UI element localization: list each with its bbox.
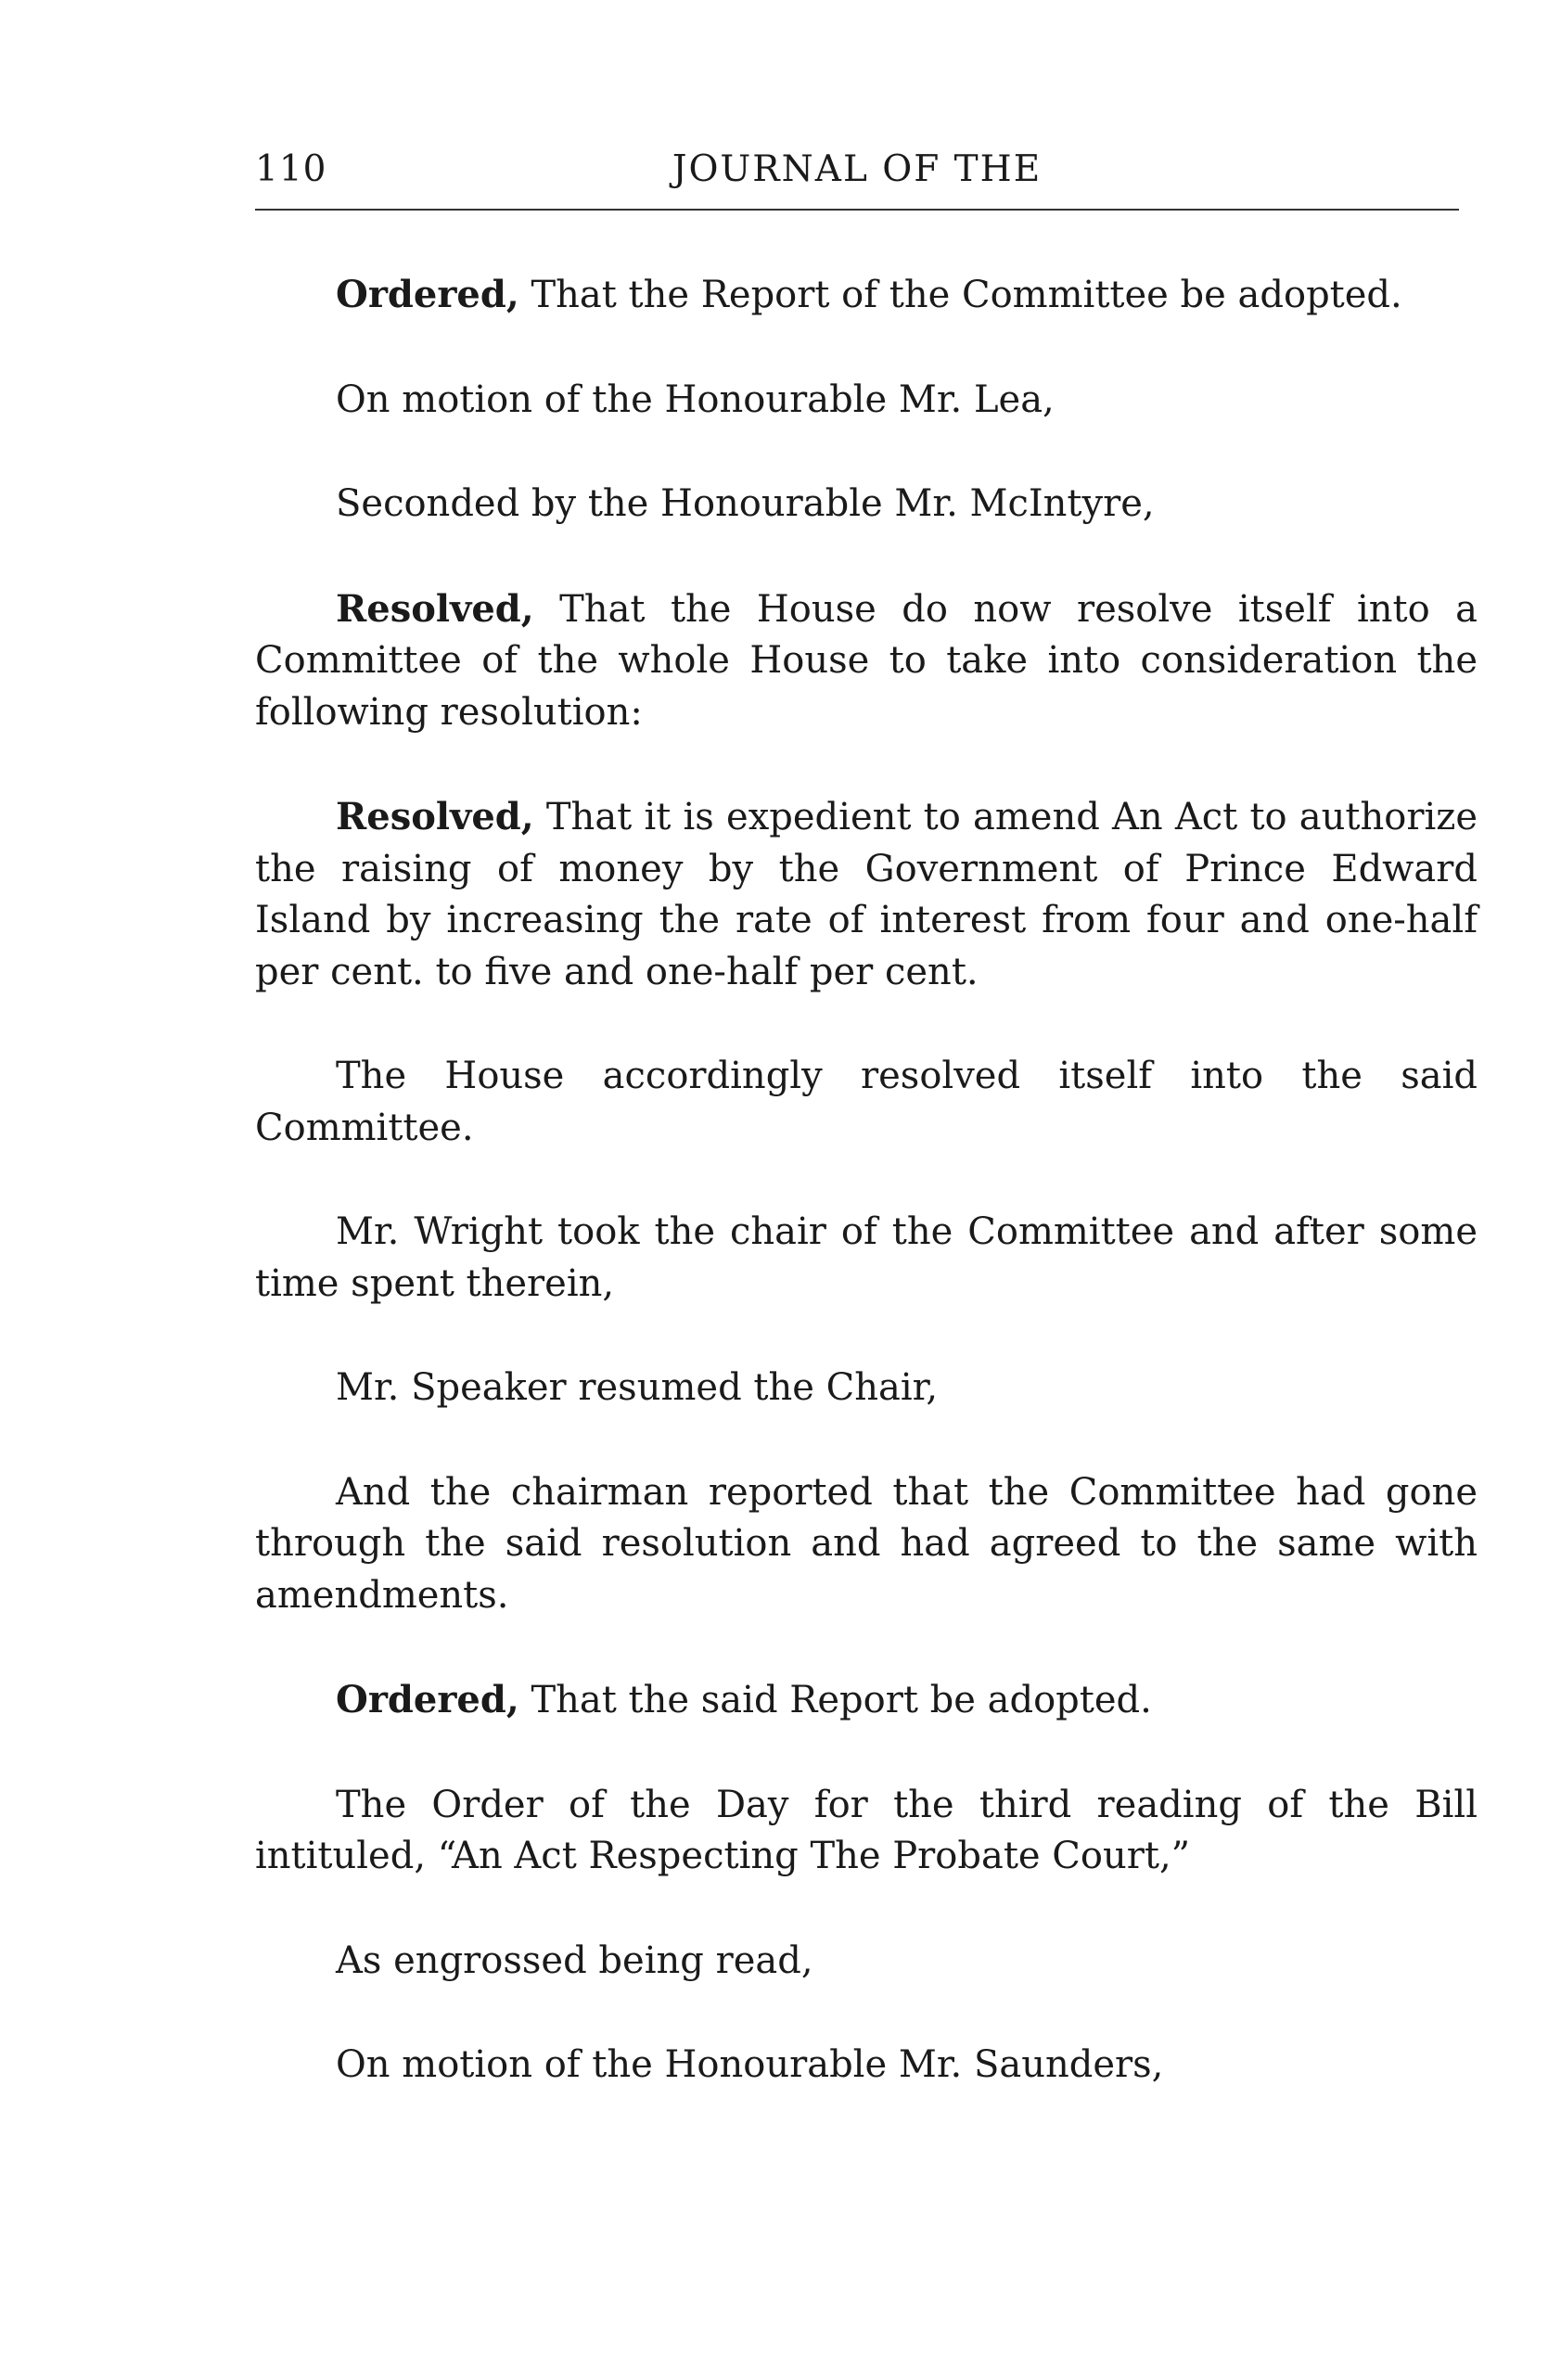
paragraph-text: That it is expedient to amend An Act to authorize the raising of money by the Government of Prince Edward Island by increasing the rate of interest from four and one-half per cent. to five and one-half per cent. <box>255 796 1478 993</box>
running-head: JOURNAL OF THE <box>672 148 1043 190</box>
paragraph-text: That the House do now resolve itself into a Committee of the whole House to take into consideration the following resolution: <box>255 587 1478 734</box>
paragraph-motion-lea <box>255 375 1478 427</box>
paragraph-house-resolved <box>255 1051 1478 1154</box>
paragraph-ordered-said-report <box>255 1674 1478 1727</box>
paragraph-text: Mr. Speaker resumed the Chair, <box>336 1366 939 1409</box>
paragraph-chairman-reported <box>255 1467 1478 1622</box>
paragraph-wright-chair <box>255 1207 1478 1310</box>
paragraph-text: And the chairman reported that the Committee had gone through the said resolution and had agreed to the same with amendments. <box>255 1470 1478 1617</box>
paragraph-order-of-day <box>255 1780 1478 1883</box>
paragraph-speaker-resumed <box>255 1363 1478 1414</box>
page-header <box>255 148 1459 204</box>
paragraph-text: The House accordingly resolved itself into the said Committee. <box>255 1055 1478 1149</box>
paragraph-seconded-mcintyre <box>255 479 1478 531</box>
paragraph-text: The Order of the Day for the third reading of the Bill intituled, “An Act Respecting The Probate Court,” <box>255 1783 1478 1877</box>
paragraph-text: Seconded by the Honourable Mr. McIntyre, <box>336 482 1155 525</box>
paragraph-lead: Resolved, <box>336 795 534 838</box>
paragraph-lead: Ordered, <box>336 1678 519 1721</box>
paragraph-lead: Resolved, <box>336 586 534 631</box>
paragraph-text: As engrossed being read, <box>336 1939 813 1982</box>
paragraph-text: On motion of the Honourable Mr. Saunders, <box>336 2043 1164 2086</box>
paragraph-resolved-expedient <box>255 791 1478 998</box>
paragraph-ordered-report-adopted <box>255 269 1478 322</box>
paragraph-engrossed <box>255 1936 1478 1988</box>
paragraph-text: That the said Report be adopted. <box>518 1679 1152 1721</box>
paragraph-text: On motion of the Honourable Mr. Lea, <box>336 377 1055 421</box>
body-text <box>255 269 1478 2144</box>
paragraph-resolved-committee <box>255 583 1478 739</box>
paragraph-motion-saunders <box>255 2040 1478 2092</box>
paragraph-text: That the Report of the Committee be adopted. <box>518 274 1402 316</box>
page-number: 110 <box>255 148 327 190</box>
paragraph-lead: Ordered, <box>336 273 519 316</box>
paragraph-text: Mr. Wright took the chair of the Committee and after some time spent therein, <box>255 1210 1478 1305</box>
header-rule <box>255 209 1459 211</box>
